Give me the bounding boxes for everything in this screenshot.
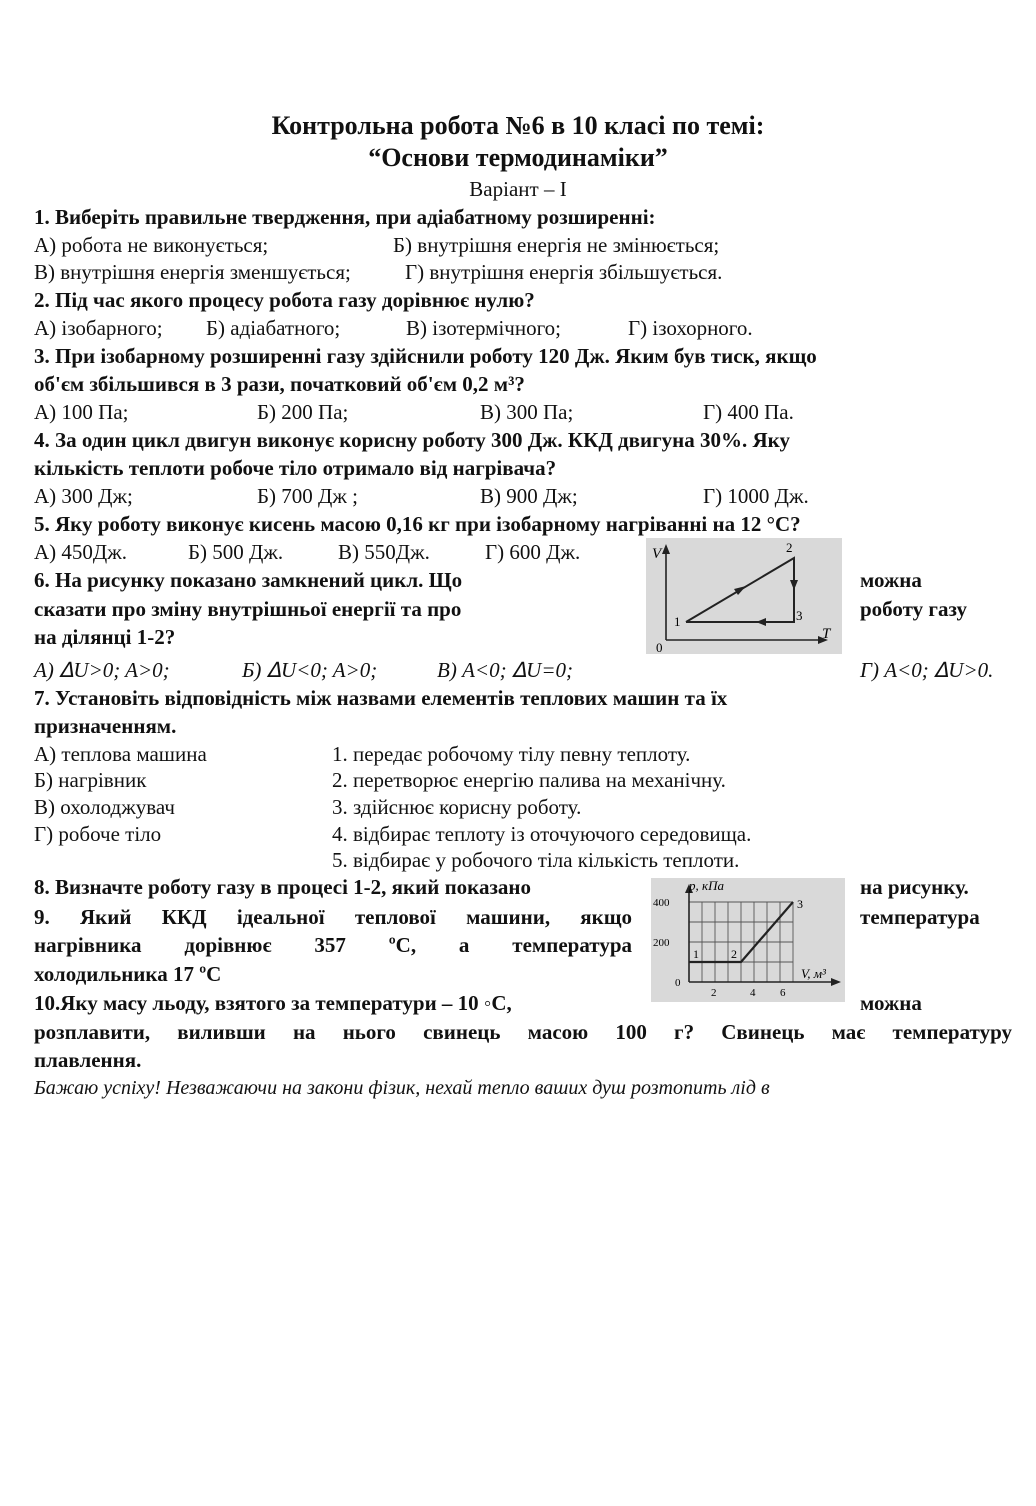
- origin-label: 0: [675, 977, 681, 989]
- point-1-label: 1: [693, 947, 699, 961]
- question-2: 2. Під час якого процесу робота газу дорівнює нулю?: [34, 288, 535, 312]
- tick-x-2: 2: [711, 987, 717, 999]
- pv-diagram-svg: [651, 878, 845, 1002]
- q7-left-item: Г) робоче тіло: [34, 822, 162, 846]
- q7-right-item: 5. відбирає у робочого тіла кількість теплоти.: [332, 848, 740, 872]
- tick-200: 200: [653, 937, 670, 949]
- q2-option-d: Г) ізохорного.: [628, 316, 753, 340]
- pv-diagram: [651, 878, 845, 1002]
- question-1: 1. Виберіть правильне твердження, при адіабатному розширенні:: [34, 205, 656, 229]
- q1-option-d: Г) внутрішня енергія збільшується.: [405, 260, 723, 284]
- title-line-1: Контрольна робота №6 в 10 класі по темі:: [271, 111, 765, 140]
- v-axis-label: V, м³: [801, 966, 826, 981]
- question-4-line-2: кількість теплоти робоче тіло отримало від нагрівача?: [34, 456, 557, 480]
- q2-option-a: А) ізобарного;: [34, 316, 163, 340]
- question-8-b: на рисунку.: [860, 875, 969, 899]
- q5-option-b: Б) 500 Дж.: [188, 540, 284, 564]
- q6-option-c: В) A<0; ᐃU=0;: [437, 658, 574, 682]
- q4-option-d: Г) 1000 Дж.: [703, 484, 809, 508]
- q7-left-item: А) теплова машина: [34, 742, 207, 766]
- v-axis-arrow-icon: [662, 544, 670, 554]
- point-1-label: 1: [674, 614, 681, 629]
- point-2-label: 2: [731, 947, 737, 961]
- question-10-line-1a: 10.Яку масу льоду, взятого за температури – 10 ◦С,: [34, 991, 512, 1015]
- cycle-diagram-vt: [646, 538, 842, 654]
- question-9-line-3: холодильника 17 ºС: [34, 962, 222, 986]
- q5-option-d: Г) 600 Дж.: [485, 540, 581, 564]
- question-9-line-1b: температура: [860, 905, 980, 929]
- question-10-line-1b: можна: [860, 991, 922, 1015]
- q4-option-c: В) 900 Дж;: [480, 484, 578, 508]
- closing-note: Бажаю успіху! Незважаючи на закони фізик, нехай тепло ваших душ розтопить лід в: [34, 1077, 770, 1099]
- q1-option-c: В) внутрішня енергія зменшується;: [34, 260, 351, 284]
- pv-grid: [689, 902, 793, 982]
- q6-option-d: Г) A<0; ᐃU>0.: [860, 658, 994, 682]
- point-3-label: 3: [796, 608, 803, 623]
- point-3-label: 3: [797, 897, 803, 911]
- q2-option-c: В) ізотермічного;: [406, 316, 562, 340]
- question-6-line-3: на ділянці 1-2?: [34, 625, 176, 649]
- variant-label: Варіант – І: [469, 177, 567, 201]
- q7-right-item: 2. перетворює енергію палива на механічну.: [332, 768, 726, 792]
- q4-option-a: А) 300 Дж;: [34, 484, 133, 508]
- arrow-3-1-icon: [756, 618, 766, 626]
- question-6-line-2a: сказати про зміну внутрішньої енергії та про: [34, 597, 462, 621]
- question-9-line-1a: 9. Який ККД ідеальної теплової машини, якщо: [34, 905, 632, 929]
- question-5: 5. Яку роботу виконує кисень масою 0,16 кг при ізобарному нагріванні на 12 °С?: [34, 512, 801, 536]
- q6-option-a: А) ᐃU>0; A>0;: [34, 658, 170, 682]
- question-6-line-2b: роботу газу: [860, 597, 967, 621]
- q7-right-item: 3. здійснює корисну роботу.: [332, 795, 582, 819]
- tick-400: 400: [653, 897, 670, 909]
- q7-left-item: Б) нагрівник: [34, 768, 147, 792]
- q7-right-item: 1. передає робочому тілу певну теплоту.: [332, 742, 691, 766]
- tick-x-6: 6: [780, 987, 786, 999]
- cycle-diagram-svg: [646, 538, 842, 654]
- question-6-line-1a: 6. На рисунку показано замкнений цикл. Що: [34, 568, 463, 592]
- q2-option-b: Б) адіабатного;: [206, 316, 341, 340]
- question-7-line-2: призначенням.: [34, 714, 177, 738]
- q3-option-b: Б) 200 Па;: [257, 400, 349, 424]
- question-9-line-2: нагрівника дорівнює 357 ºС, а температура: [34, 933, 632, 957]
- question-3-line-1: 3. При ізобарному розширенні газу здійснили роботу 120 Дж. Яким був тиск, якщо: [34, 344, 817, 368]
- q3-option-c: В) 300 Па;: [480, 400, 574, 424]
- v-axis-arrow-icon: [831, 978, 841, 986]
- q1-option-b: Б) внутрішня енергія не змінюється;: [393, 233, 720, 257]
- arrow-2-3-icon: [790, 580, 798, 590]
- q3-option-d: Г) 400 Па.: [703, 400, 794, 424]
- q6-option-b: Б) ᐃU<0; A>0;: [242, 658, 378, 682]
- tick-x-4: 4: [750, 987, 756, 999]
- question-10-line-3: плавлення.: [34, 1048, 142, 1072]
- title-line-2: “Основи термодинаміки”: [368, 143, 668, 172]
- q1-option-a: А) робота не виконується;: [34, 233, 269, 257]
- question-6-line-1b: можна: [860, 568, 922, 592]
- q3-option-a: А) 100 Па;: [34, 400, 129, 424]
- q7-left-item: В) охолоджувач: [34, 795, 175, 819]
- question-3-line-2: об'єм збільшився в 3 рази, початковий об'єм 0,2 м³?: [34, 372, 525, 396]
- question-8-a: 8. Визначте роботу газу в процесі 1-2, який показано: [34, 875, 532, 899]
- question-7-line-1: 7. Установіть відповідність між назвами елементів теплових машин та їх: [34, 686, 728, 710]
- q5-option-a: А) 450Дж.: [34, 540, 127, 564]
- point-2-label: 2: [786, 540, 793, 555]
- q4-option-b: Б) 700 Дж ;: [257, 484, 358, 508]
- q5-option-c: В) 550Дж.: [338, 540, 430, 564]
- question-10-line-2: розплавити, виливши на нього свинець масою 100 г? Свинець має температуру: [34, 1020, 1012, 1044]
- v-axis-label: V: [652, 546, 662, 562]
- question-4-line-1: 4. За один цикл двигун виконує корисну роботу 300 Дж. ККД двигуна 30%. Яку: [34, 428, 790, 452]
- q7-right-item: 4. відбирає теплоту із оточуючого середовища.: [332, 822, 752, 846]
- t-axis-label: T: [822, 626, 831, 642]
- p-axis-label: p, кПа: [689, 878, 724, 893]
- origin-label: 0: [656, 640, 663, 654]
